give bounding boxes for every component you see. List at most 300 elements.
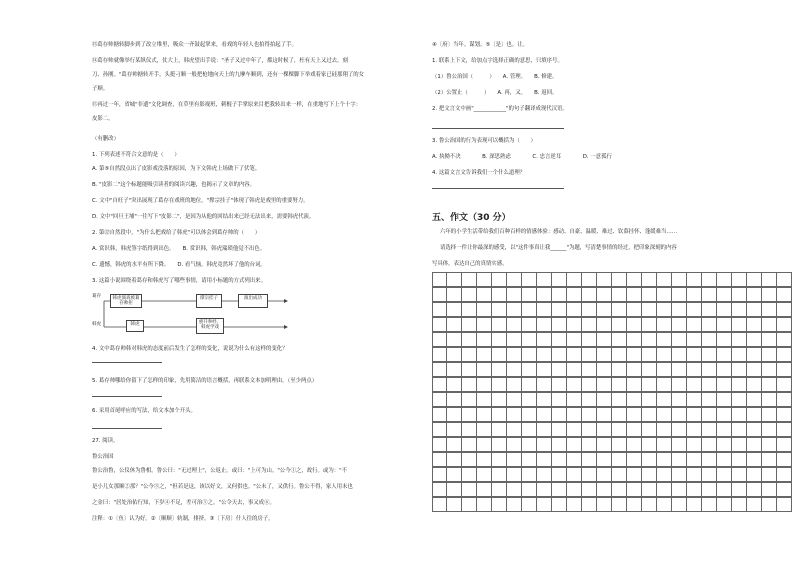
writing-grid-cell[interactable]: [762, 362, 777, 377]
writing-grid-cell[interactable]: [432, 362, 447, 377]
writing-grid-cell[interactable]: [627, 452, 642, 467]
writing-grid-cell[interactable]: [492, 287, 507, 302]
writing-grid-cell[interactable]: [477, 377, 492, 392]
writing-grid-cell[interactable]: [717, 482, 732, 497]
writing-grid-cell[interactable]: [597, 362, 612, 377]
writing-grid-cell[interactable]: [687, 362, 702, 377]
writing-grid-cell[interactable]: [537, 272, 552, 287]
writing-grid-cell[interactable]: [702, 377, 717, 392]
writing-grid-cell[interactable]: [597, 482, 612, 497]
writing-grid-cell[interactable]: [582, 482, 597, 497]
writing-grid-cell[interactable]: [747, 377, 762, 392]
writing-grid-cell[interactable]: [582, 377, 597, 392]
writing-grid-cell[interactable]: [432, 332, 447, 347]
writing-grid-cell[interactable]: [507, 392, 522, 407]
writing-grid-cell[interactable]: [582, 392, 597, 407]
writing-grid-cell[interactable]: [612, 287, 627, 302]
writing-grid-cell[interactable]: [522, 482, 537, 497]
writing-grid-cell[interactable]: [522, 392, 537, 407]
writing-grid-cell[interactable]: [777, 302, 792, 317]
writing-grid-cell[interactable]: [732, 407, 747, 422]
writing-grid-cell[interactable]: [447, 452, 462, 467]
writing-grid-cell[interactable]: [447, 287, 462, 302]
writing-grid-cell[interactable]: [642, 437, 657, 452]
writing-grid-cell[interactable]: [642, 287, 657, 302]
writing-grid-cell[interactable]: [522, 317, 537, 332]
writing-grid-cell[interactable]: [597, 407, 612, 422]
writing-grid-cell[interactable]: [537, 302, 552, 317]
writing-grid-cell[interactable]: [537, 407, 552, 422]
writing-grid-cell[interactable]: [747, 317, 762, 332]
writing-grid-cell[interactable]: [462, 332, 477, 347]
writing-grid-cell[interactable]: [462, 422, 477, 437]
writing-grid-cell[interactable]: [672, 437, 687, 452]
writing-grid-cell[interactable]: [777, 332, 792, 347]
writing-grid-cell[interactable]: [717, 377, 732, 392]
writing-grid-cell[interactable]: [582, 302, 597, 317]
writing-grid-cell[interactable]: [627, 422, 642, 437]
writing-grid-cell[interactable]: [492, 497, 507, 512]
writing-grid-cell[interactable]: [777, 437, 792, 452]
writing-grid-cell[interactable]: [672, 377, 687, 392]
writing-grid-cell[interactable]: [627, 482, 642, 497]
writing-grid-cell[interactable]: [567, 287, 582, 302]
writing-grid-cell[interactable]: [432, 302, 447, 317]
writing-grid-cell[interactable]: [522, 362, 537, 377]
writing-grid-cell[interactable]: [552, 302, 567, 317]
writing-grid-cell[interactable]: [507, 467, 522, 482]
writing-grid-cell[interactable]: [522, 407, 537, 422]
writing-grid-cell[interactable]: [612, 317, 627, 332]
writing-grid-cell[interactable]: [777, 467, 792, 482]
writing-grid-cell[interactable]: [462, 362, 477, 377]
writing-grid-cell[interactable]: [567, 437, 582, 452]
writing-grid-cell[interactable]: [507, 407, 522, 422]
writing-grid-cell[interactable]: [627, 437, 642, 452]
writing-grid-cell[interactable]: [567, 302, 582, 317]
writing-grid-cell[interactable]: [627, 467, 642, 482]
writing-grid-cell[interactable]: [522, 422, 537, 437]
writing-grid-cell[interactable]: [477, 317, 492, 332]
writing-grid-cell[interactable]: [612, 422, 627, 437]
writing-grid-cell[interactable]: [567, 422, 582, 437]
writing-grid-cell[interactable]: [672, 302, 687, 317]
writing-grid-cell[interactable]: [777, 482, 792, 497]
writing-grid-cell[interactable]: [462, 287, 477, 302]
writing-grid-cell[interactable]: [732, 332, 747, 347]
writing-grid-cell[interactable]: [492, 452, 507, 467]
writing-grid-cell[interactable]: [732, 437, 747, 452]
writing-grid-cell[interactable]: [777, 362, 792, 377]
writing-grid-cell[interactable]: [657, 362, 672, 377]
writing-grid-cell[interactable]: [732, 452, 747, 467]
writing-grid-cell[interactable]: [747, 437, 762, 452]
writing-grid-cell[interactable]: [552, 392, 567, 407]
writing-grid-cell[interactable]: [672, 287, 687, 302]
writing-grid-cell[interactable]: [537, 452, 552, 467]
writing-grid-cell[interactable]: [597, 347, 612, 362]
writing-grid-cell[interactable]: [672, 482, 687, 497]
writing-grid-cell[interactable]: [552, 497, 567, 512]
writing-grid-cell[interactable]: [657, 482, 672, 497]
writing-grid-cell[interactable]: [702, 407, 717, 422]
writing-grid-cell[interactable]: [732, 377, 747, 392]
writing-grid-cell[interactable]: [702, 422, 717, 437]
writing-grid[interactable]: [432, 272, 792, 512]
writing-grid-cell[interactable]: [462, 272, 477, 287]
writing-grid-cell[interactable]: [597, 287, 612, 302]
writing-grid-cell[interactable]: [537, 392, 552, 407]
writing-grid-cell[interactable]: [432, 377, 447, 392]
writing-grid-cell[interactable]: [522, 437, 537, 452]
writing-grid-cell[interactable]: [762, 452, 777, 467]
writing-grid-cell[interactable]: [672, 332, 687, 347]
writing-grid-cell[interactable]: [432, 317, 447, 332]
writing-grid-cell[interactable]: [432, 272, 447, 287]
writing-grid-cell[interactable]: [732, 392, 747, 407]
writing-grid-cell[interactable]: [582, 422, 597, 437]
writing-grid-cell[interactable]: [777, 317, 792, 332]
writing-grid-cell[interactable]: [747, 392, 762, 407]
writing-grid-cell[interactable]: [657, 422, 672, 437]
writing-grid-cell[interactable]: [462, 317, 477, 332]
writing-grid-cell[interactable]: [537, 377, 552, 392]
writing-grid-cell[interactable]: [642, 497, 657, 512]
writing-grid-cell[interactable]: [717, 302, 732, 317]
writing-grid-cell[interactable]: [552, 407, 567, 422]
writing-grid-cell[interactable]: [432, 482, 447, 497]
writing-grid-cell[interactable]: [717, 317, 732, 332]
writing-grid-cell[interactable]: [627, 302, 642, 317]
writing-grid-cell[interactable]: [687, 287, 702, 302]
writing-grid-cell[interactable]: [552, 287, 567, 302]
writing-grid-cell[interactable]: [687, 302, 702, 317]
writing-grid-cell[interactable]: [612, 437, 627, 452]
writing-grid-cell[interactable]: [537, 422, 552, 437]
writing-grid-cell[interactable]: [552, 272, 567, 287]
writing-grid-cell[interactable]: [762, 467, 777, 482]
writing-grid-cell[interactable]: [672, 452, 687, 467]
writing-grid-cell[interactable]: [612, 497, 627, 512]
writing-grid-cell[interactable]: [447, 422, 462, 437]
writing-grid-cell[interactable]: [672, 272, 687, 287]
writing-grid-cell[interactable]: [687, 407, 702, 422]
writing-grid-cell[interactable]: [612, 452, 627, 467]
writing-grid-cell[interactable]: [552, 437, 567, 452]
writing-grid-cell[interactable]: [687, 377, 702, 392]
writing-grid-cell[interactable]: [567, 467, 582, 482]
writing-grid-cell[interactable]: [432, 452, 447, 467]
writing-grid-cell[interactable]: [522, 347, 537, 362]
writing-grid-cell[interactable]: [447, 392, 462, 407]
writing-grid-cell[interactable]: [717, 347, 732, 362]
writing-grid-cell[interactable]: [447, 272, 462, 287]
writing-grid-cell[interactable]: [537, 437, 552, 452]
writing-grid-cell[interactable]: [762, 497, 777, 512]
writing-grid-cell[interactable]: [657, 332, 672, 347]
writing-grid-cell[interactable]: [477, 467, 492, 482]
writing-grid-cell[interactable]: [432, 407, 447, 422]
writing-grid-cell[interactable]: [657, 437, 672, 452]
writing-grid-cell[interactable]: [687, 482, 702, 497]
writing-grid-cell[interactable]: [582, 347, 597, 362]
writing-grid-cell[interactable]: [582, 407, 597, 422]
writing-grid-cell[interactable]: [777, 347, 792, 362]
writing-grid-cell[interactable]: [462, 377, 477, 392]
writing-grid-cell[interactable]: [537, 317, 552, 332]
writing-grid-cell[interactable]: [687, 452, 702, 467]
writing-grid-cell[interactable]: [702, 392, 717, 407]
writing-grid-cell[interactable]: [717, 362, 732, 377]
writing-grid-cell[interactable]: [642, 482, 657, 497]
writing-grid-cell[interactable]: [522, 497, 537, 512]
writing-grid-cell[interactable]: [582, 437, 597, 452]
writing-grid-cell[interactable]: [747, 272, 762, 287]
writing-grid-cell[interactable]: [717, 332, 732, 347]
writing-grid-cell[interactable]: [567, 482, 582, 497]
writing-grid-cell[interactable]: [747, 347, 762, 362]
writing-grid-cell[interactable]: [777, 422, 792, 437]
writing-grid-cell[interactable]: [657, 452, 672, 467]
writing-grid-cell[interactable]: [552, 452, 567, 467]
writing-grid-cell[interactable]: [627, 287, 642, 302]
writing-grid-cell[interactable]: [597, 467, 612, 482]
writing-grid-cell[interactable]: [762, 422, 777, 437]
writing-grid-cell[interactable]: [492, 482, 507, 497]
writing-grid-cell[interactable]: [732, 497, 747, 512]
writing-grid-cell[interactable]: [612, 332, 627, 347]
writing-grid-cell[interactable]: [567, 497, 582, 512]
writing-grid-cell[interactable]: [567, 347, 582, 362]
writing-grid-cell[interactable]: [732, 287, 747, 302]
writing-grid-cell[interactable]: [627, 497, 642, 512]
writing-grid-cell[interactable]: [477, 287, 492, 302]
writing-grid-cell[interactable]: [492, 317, 507, 332]
writing-grid-cell[interactable]: [432, 422, 447, 437]
writing-grid-cell[interactable]: [597, 332, 612, 347]
writing-grid-cell[interactable]: [537, 482, 552, 497]
writing-grid-cell[interactable]: [537, 287, 552, 302]
writing-grid-cell[interactable]: [717, 422, 732, 437]
writing-grid-cell[interactable]: [462, 407, 477, 422]
writing-grid-cell[interactable]: [732, 422, 747, 437]
writing-grid-cell[interactable]: [762, 287, 777, 302]
writing-grid-cell[interactable]: [492, 377, 507, 392]
writing-grid-cell[interactable]: [717, 437, 732, 452]
writing-grid-cell[interactable]: [702, 347, 717, 362]
writing-grid-cell[interactable]: [762, 392, 777, 407]
writing-grid-cell[interactable]: [552, 467, 567, 482]
writing-grid-cell[interactable]: [702, 482, 717, 497]
writing-grid-cell[interactable]: [732, 467, 747, 482]
writing-grid-cell[interactable]: [642, 407, 657, 422]
writing-grid-cell[interactable]: [612, 272, 627, 287]
writing-grid-cell[interactable]: [552, 347, 567, 362]
writing-grid-cell[interactable]: [612, 482, 627, 497]
writing-grid-cell[interactable]: [642, 452, 657, 467]
writing-grid-cell[interactable]: [702, 272, 717, 287]
writing-grid-cell[interactable]: [672, 392, 687, 407]
writing-grid-cell[interactable]: [477, 407, 492, 422]
writing-grid-cell[interactable]: [732, 302, 747, 317]
writing-grid-cell[interactable]: [597, 317, 612, 332]
writing-grid-cell[interactable]: [702, 452, 717, 467]
writing-grid-cell[interactable]: [687, 272, 702, 287]
writing-grid-cell[interactable]: [537, 362, 552, 377]
writing-grid-cell[interactable]: [462, 302, 477, 317]
writing-grid-cell[interactable]: [777, 287, 792, 302]
writing-grid-cell[interactable]: [567, 452, 582, 467]
writing-grid-cell[interactable]: [657, 272, 672, 287]
writing-grid-cell[interactable]: [462, 437, 477, 452]
writing-grid-cell[interactable]: [492, 272, 507, 287]
writing-grid-cell[interactable]: [747, 422, 762, 437]
writing-grid-cell[interactable]: [642, 302, 657, 317]
writing-grid-cell[interactable]: [612, 467, 627, 482]
writing-grid-cell[interactable]: [462, 482, 477, 497]
writing-grid-cell[interactable]: [567, 407, 582, 422]
writing-grid-cell[interactable]: [567, 377, 582, 392]
writing-grid-cell[interactable]: [432, 392, 447, 407]
writing-grid-cell[interactable]: [762, 317, 777, 332]
writing-grid-cell[interactable]: [657, 347, 672, 362]
writing-grid-cell[interactable]: [672, 497, 687, 512]
writing-grid-cell[interactable]: [762, 332, 777, 347]
writing-grid-cell[interactable]: [732, 347, 747, 362]
writing-grid-cell[interactable]: [747, 497, 762, 512]
writing-grid-cell[interactable]: [447, 482, 462, 497]
writing-grid-cell[interactable]: [657, 407, 672, 422]
writing-grid-cell[interactable]: [447, 407, 462, 422]
writing-grid-cell[interactable]: [507, 302, 522, 317]
writing-grid-cell[interactable]: [702, 437, 717, 452]
writing-grid-cell[interactable]: [447, 332, 462, 347]
writing-grid-cell[interactable]: [477, 392, 492, 407]
writing-grid-cell[interactable]: [687, 422, 702, 437]
writing-grid-cell[interactable]: [567, 362, 582, 377]
writing-grid-cell[interactable]: [762, 302, 777, 317]
writing-grid-cell[interactable]: [612, 377, 627, 392]
writing-grid-cell[interactable]: [492, 362, 507, 377]
writing-grid-cell[interactable]: [567, 392, 582, 407]
writing-grid-cell[interactable]: [627, 407, 642, 422]
writing-grid-cell[interactable]: [642, 362, 657, 377]
writing-grid-cell[interactable]: [747, 407, 762, 422]
writing-grid-cell[interactable]: [567, 317, 582, 332]
writing-grid-cell[interactable]: [552, 482, 567, 497]
writing-grid-cell[interactable]: [582, 317, 597, 332]
writing-grid-cell[interactable]: [687, 317, 702, 332]
writing-grid-cell[interactable]: [672, 407, 687, 422]
writing-grid-cell[interactable]: [582, 362, 597, 377]
writing-grid-cell[interactable]: [507, 452, 522, 467]
writing-grid-cell[interactable]: [762, 272, 777, 287]
writing-grid-cell[interactable]: [672, 347, 687, 362]
writing-grid-cell[interactable]: [777, 392, 792, 407]
writing-grid-cell[interactable]: [747, 362, 762, 377]
writing-grid-cell[interactable]: [747, 467, 762, 482]
writing-grid-cell[interactable]: [582, 467, 597, 482]
writing-grid-cell[interactable]: [432, 437, 447, 452]
writing-grid-cell[interactable]: [552, 377, 567, 392]
writing-grid-cell[interactable]: [597, 392, 612, 407]
writing-grid-cell[interactable]: [582, 332, 597, 347]
writing-grid-cell[interactable]: [537, 332, 552, 347]
writing-grid-cell[interactable]: [522, 302, 537, 317]
writing-grid-cell[interactable]: [717, 407, 732, 422]
writing-grid-cell[interactable]: [717, 467, 732, 482]
writing-grid-cell[interactable]: [462, 392, 477, 407]
writing-grid-cell[interactable]: [687, 332, 702, 347]
writing-grid-cell[interactable]: [597, 272, 612, 287]
writing-grid-cell[interactable]: [627, 317, 642, 332]
writing-grid-cell[interactable]: [522, 332, 537, 347]
writing-grid-cell[interactable]: [777, 272, 792, 287]
writing-grid-cell[interactable]: [507, 347, 522, 362]
writing-grid-cell[interactable]: [477, 422, 492, 437]
writing-grid-cell[interactable]: [462, 497, 477, 512]
writing-grid-cell[interactable]: [507, 272, 522, 287]
writing-grid-cell[interactable]: [477, 302, 492, 317]
writing-grid-cell[interactable]: [477, 272, 492, 287]
writing-grid-cell[interactable]: [552, 422, 567, 437]
writing-grid-cell[interactable]: [732, 272, 747, 287]
writing-grid-cell[interactable]: [567, 272, 582, 287]
writing-grid-cell[interactable]: [717, 287, 732, 302]
writing-grid-cell[interactable]: [462, 452, 477, 467]
writing-grid-cell[interactable]: [702, 497, 717, 512]
writing-grid-cell[interactable]: [717, 497, 732, 512]
writing-grid-cell[interactable]: [597, 422, 612, 437]
writing-grid-cell[interactable]: [492, 437, 507, 452]
writing-grid-cell[interactable]: [657, 302, 672, 317]
writing-grid-cell[interactable]: [642, 332, 657, 347]
writing-grid-cell[interactable]: [507, 332, 522, 347]
writing-grid-cell[interactable]: [492, 347, 507, 362]
writing-grid-cell[interactable]: [687, 437, 702, 452]
writing-grid-cell[interactable]: [477, 347, 492, 362]
writing-grid-cell[interactable]: [717, 392, 732, 407]
writing-grid-cell[interactable]: [642, 422, 657, 437]
writing-grid-cell[interactable]: [747, 332, 762, 347]
writing-grid-cell[interactable]: [777, 407, 792, 422]
writing-grid-cell[interactable]: [582, 497, 597, 512]
writing-grid-cell[interactable]: [447, 317, 462, 332]
writing-grid-cell[interactable]: [627, 347, 642, 362]
writing-grid-cell[interactable]: [552, 362, 567, 377]
writing-grid-cell[interactable]: [762, 407, 777, 422]
writing-grid-cell[interactable]: [672, 362, 687, 377]
writing-grid-cell[interactable]: [747, 482, 762, 497]
writing-grid-cell[interactable]: [447, 377, 462, 392]
writing-grid-cell[interactable]: [642, 272, 657, 287]
writing-grid-cell[interactable]: [762, 347, 777, 362]
writing-grid-cell[interactable]: [687, 467, 702, 482]
writing-grid-cell[interactable]: [657, 467, 672, 482]
writing-grid-cell[interactable]: [537, 347, 552, 362]
writing-grid-cell[interactable]: [642, 347, 657, 362]
writing-grid-cell[interactable]: [522, 467, 537, 482]
writing-grid-cell[interactable]: [582, 452, 597, 467]
writing-grid-cell[interactable]: [507, 497, 522, 512]
writing-grid-cell[interactable]: [747, 302, 762, 317]
writing-grid-cell[interactable]: [477, 437, 492, 452]
writing-grid-cell[interactable]: [702, 317, 717, 332]
writing-grid-cell[interactable]: [657, 497, 672, 512]
writing-grid-cell[interactable]: [507, 362, 522, 377]
writing-grid-cell[interactable]: [522, 377, 537, 392]
writing-grid-cell[interactable]: [627, 332, 642, 347]
